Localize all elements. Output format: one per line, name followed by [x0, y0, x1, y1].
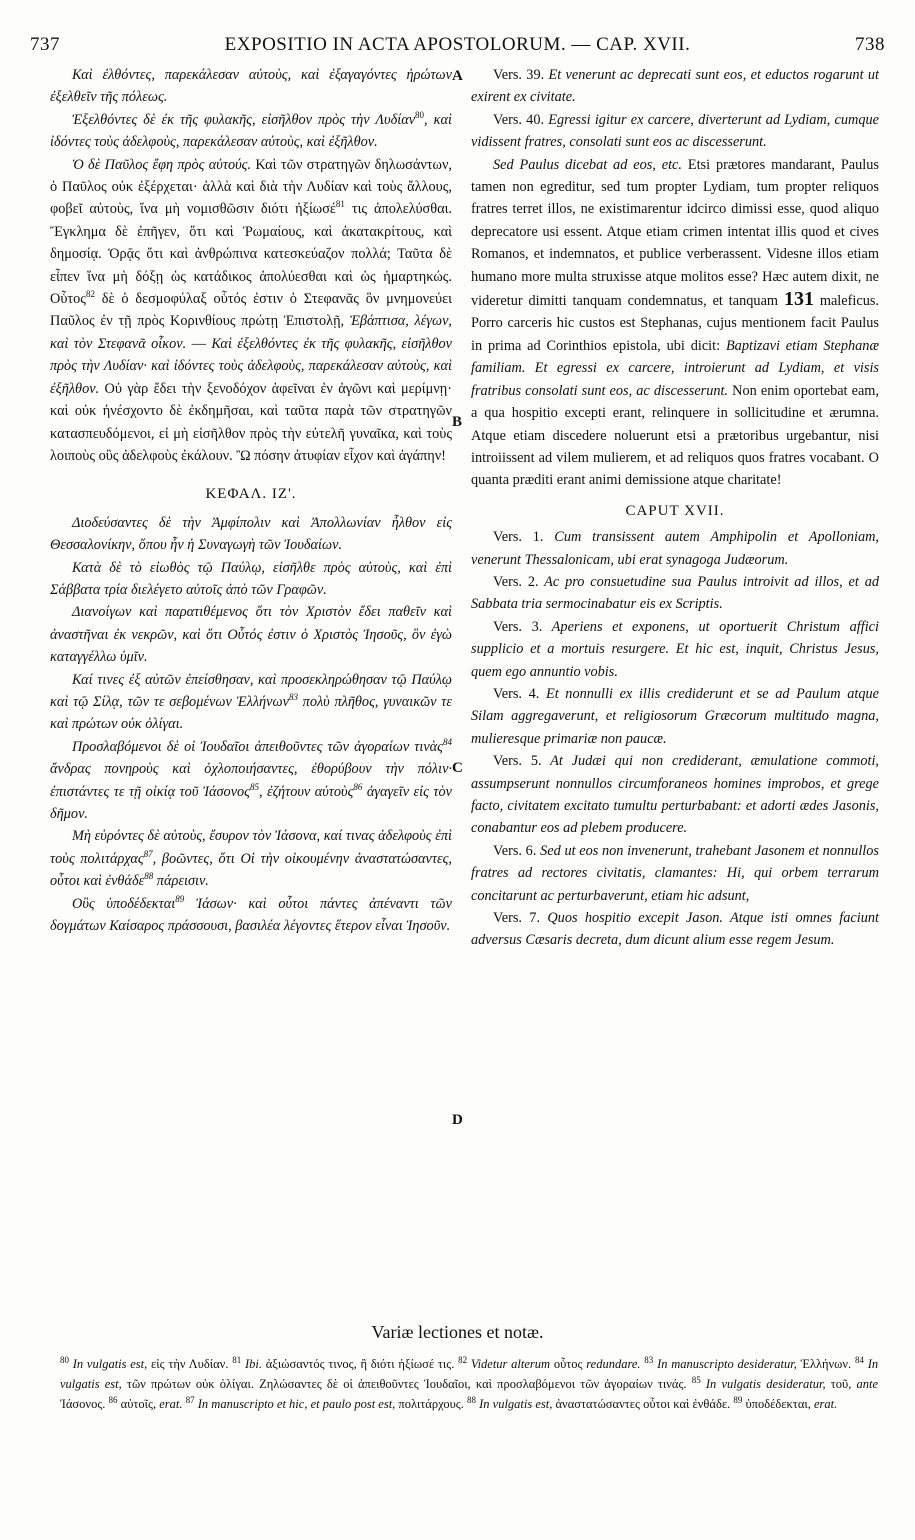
note-ref: 86 — [353, 781, 363, 792]
verse-label: Vers. 7. — [493, 910, 541, 927]
note-88: $^{88}$ In vulgatis est, ἀναστατώσαντες οὗτοι καὶ ἐνθάδε. — [466, 1394, 731, 1411]
greek-verse-40: Ἐξελθόντες δὲ ἐκ τῆς φυλακῆς, εἰσῆλθον πρὸς τὴν Λυδίαν$^{80}$, καὶ ἰδόντες τοὺς ἀδελφοὺς, παρεκάλεσαν αὐτοὺς, καὶ ἐξῆλθον. — [50, 110, 452, 151]
verse-label: Vers. 39. — [493, 67, 545, 83]
note-87: $^{87}$ In manuscripto et hic, et paulo post est, πολιτάρχους. — [185, 1394, 464, 1411]
latin-verse-1: Vers. 1. Cum transissent autem Amphipolin et Apolloniam, venerunt Thessalonicam, ubi erat synagoga Judæorum. — [471, 529, 880, 568]
margin-marker-a: A — [452, 68, 463, 84]
greek-commentary: Ὁ δὲ Παῦλος ἔφη πρὸς αὐτούς. Καὶ τῶν στρατηγῶν δηλωσάντων, ὁ Παῦλος οὐκ ἐξέρχεται· ἀλλὰ καὶ διὰ τὴν Λυδίαν καὶ τοὺς ἄλλους, φοβεῖ αὐτοὺς, ἵνα μὴ νομισθῶσιν διότι ἠξίωσέ$^{81}$ τις ἀπολελύσθαι. Ἔγκλημα δὲ ἐπῆγεν, ὅτι καὶ Ῥωμαίους, καὶ ἀκατακρίτους, καὶ δημοσίᾳ. Ὁρᾷς ὅτι καὶ ἀνθρώπινα κατεσκεύαζον πολλά; Ταῦτα δὲ εἶπεν ἵνα μὴ δόξῃ ὡς κατάδικος ἀπολύεσθαι καὶ ὡς ἡμαρτηκώς. Οὗτος$^{82}$ δὲ ὁ δεσμοφύλαξ οὗτός ἐστιν ὁ Στεφανᾶς ὃν μνημονεύει Παῦλος ἐν τῇ πρὸς Κορινθίους πρώτῃ Ἐπιστολῇ, Ἐβάπτισα, λέγων, καὶ τὸν Στεφανᾶ οἶκον. — Καὶ ἐξελθόντες ἐκ τῆς φυλακῆς, εἰσῆλθον πρὸς τὴν Λυδίαν· καὶ ἰδόντες τοὺς ἀδελφοὺς, παρεκάλεσαν αὐτοὺς, καὶ ἐξῆλθον. Οὐ γὰρ ἔδει τὴν ξενοδόχον ἀφεῖναι ἐν ἀγῶνι καὶ μερίμνῃ· καὶ οὐκ ἠνέσχοντο δὲ ἐκδημῆσαι, καὶ ταῦτα παρὰ τῶν στρατηγῶν κατασπευδόμενοι, εἰ μὴ εἰσῆλθον πρὸς τὴν εὐτελῆ γυναῖκα, καὶ τοὺς λοιποὺς οὓς ἀδελφοὺς ἐκάλουν. Ὢ πόσην ἀτυφίαν εἶχον καὶ ἀγάπην! — [50, 156, 452, 464]
latin-verse-3: Vers. 3. Aperiens et exponens, ut oportuerit Christum affici supplicio et a mortuis resurgere. Et hic est, inquit, Christus Jesus, quem ego annuntio vobis. — [471, 618, 879, 680]
greek-verse-2: Κατὰ δὲ τὸ εἰωθὸς τῷ Παύλῳ, εἰσῆλθε πρὸς αὐτοὺς, καὶ ἐπὶ Σάββατα τρία διελέγετο αὐτοῖς ἀπὸ τῶν Γραφῶν. — [50, 559, 452, 598]
page-number-left: 737 — [30, 34, 60, 55]
note-ref: 83 — [288, 692, 298, 703]
greek-verse-39: Καὶ ἐλθόντες, παρεκάλεσαν αὐτοὺς, καὶ ἐξαγαγόντες ἠρώτων ἐξελθεῖν τῆς πόλεως. — [50, 67, 452, 106]
latin-verse-39: Vers. 39. Et venerunt ac deprecati sunt eos, et eductos rogarunt ut exirent ex civitate. — [471, 67, 879, 106]
latin-verse-5: Vers. 5. At Judæi qui non crediderant, æmulatione commoti, assumpserunt nonnullos circumforaneos homines improbos, et grege facto, civitatem excitato tumultu perturbabant: et adorti ædes Jasonis, conabantur eos ad plebem producere. — [471, 753, 879, 837]
greek-verse-3: Διανοίγων καὶ παρατιθέμενος ὅτι τὸν Χριστὸν ἔδει παθεῖν καὶ ἀναστῆναι ἐκ νεκρῶν, καὶ ὅτι Οὗτός ἐστιν ὁ Χριστὸς Ἰησοῦς, ὃν ἐγὼ καταγγέλλω ὑμῖν. — [50, 604, 452, 666]
notes-heading: Variæ lectiones et notæ. — [371, 1322, 544, 1342]
latin-verse-2: Vers. 2. Ac pro consuetudine sua Paulus introivit ad illos, et ad Sabbata tria sermocinabatur eis ex Scriptis. — [471, 573, 880, 613]
note-ref: 81 — [335, 199, 345, 210]
latin-chapter-heading: CAPUT XVII. — [625, 502, 725, 519]
note-ref: 88 — [144, 871, 154, 882]
page-number-right: 738 — [855, 34, 885, 55]
verse-label: Vers. 1. — [493, 529, 544, 546]
note-83: $^{83}$ In manuscripto desideratur, Ἑλλήνων. — [644, 1354, 852, 1371]
greek-verse-6: Μὴ εὑρόντες δὲ αὐτοὺς, ἔσυρον τὸν Ἰάσονα, καί τινας ἀδελφοὺς ἐπὶ τοὺς πολιτάρχας$^{87}$, βοῶντες, ὅτι Οἱ τὴν οἰκουμένην ἀναστατώσαντες, οὗτοι καὶ ἐνθάδε$^{88}$ πάρεισιν. — [50, 828, 452, 890]
verse-label: Vers. 6. — [493, 842, 537, 859]
latin-verse-4: Vers. 4. Et nonnulli ex illis crediderunt et se ad Paulum atque Silam aggregaverunt, et religiosorum Græcorum multitudo magna, mulieresque primariæ non paucæ. — [471, 685, 880, 747]
note-ref: 89 — [175, 893, 185, 904]
verse-label: Vers. 4. — [493, 685, 540, 702]
margin-marker-c: C — [452, 760, 463, 776]
verse-label: Vers. 2. — [493, 573, 539, 590]
note-84: $^{84}$ In vulgatis est, τῶν πρώτων οὐκ ὀλίγαι. Ζηλώσαντες δὲ οἱ ἀπειθοῦντες Ἰουδαῖοι, καὶ προσλαβόμενοι τῶν ἀγοραίων τινάς. — [60, 1354, 879, 1391]
note-89: $^{89}$ ὑποδέδεκται, erat. — [733, 1394, 838, 1411]
greek-verse-7: Οὓς ὑποδέδεκται$^{89}$ Ἰάσων· καὶ οὗτοι πάντες ἀπέναντι τῶν δογμάτων Καίσαρος πράσσουσι, βασιλέα λέγοντες ἕτερον εἶναι Ἰησοῦν. — [50, 893, 452, 935]
greek-verse-5: Προσλαβόμενοι δὲ οἱ Ἰουδαῖοι ἀπειθοῦντες τῶν ἀγοραίων τινὰς$^{84}$ ἄνδρας πονηροὺς καὶ ὀχλοποιήσαντες, ἐθορύβουν τὴν πόλιν· ἐπιστάντες τε τῇ οἰκίᾳ τοῦ Ἰάσονος$^{85}$, ἐζήτουν αὐτοὺς$^{86}$ ἀγαγεῖν εἰς τὸν δῆμον. — [50, 737, 452, 822]
note-ref: 87 — [143, 849, 153, 860]
margin-marker-b: B — [452, 414, 463, 430]
greek-verse-1: Διοδεύσαντες δὲ τὴν Ἀμφίπολιν καὶ Ἀπολλωνίαν ἦλθον εἰς Θεσσαλονίκην, ὅπου ἦν ἡ Συναγωγὴ τῶν Ἰουδαίων. — [50, 514, 452, 554]
note-86: $^{86}$ αὐτοῖς, erat. — [108, 1394, 183, 1411]
latin-column — [471, 64, 879, 952]
verse-label: Vers. 5. — [493, 753, 542, 770]
latin-verse-40: Vers. 40. Egressi igitur ex carcere, diverterunt ad Lydiam, cumque vidissent fratres, consolati sunt eos ac discesserunt. — [471, 111, 879, 151]
note-82: $^{82}$ Videtur alterum οὗτος redundare. — [458, 1354, 641, 1371]
verse-label: Vers. 40. — [493, 111, 545, 128]
note-ref: 80 — [415, 110, 425, 121]
note-80: $^{80}$ In vulgatis est, εἰς τὴν Λυδίαν. — [60, 1354, 229, 1371]
column-number: 131 — [783, 288, 814, 311]
latin-commentary: Sed Paulus dicebat ad eos, etc. Etsi prætores mandarant, Paulus tamen non egreditur, sed tum propter Lydiam, tum propter reliquos fratres terret illos, ne existimarentur idcirco dimissi esse, quod aliquo deprecatore usi essent. Atque etiam crimen intentat illis quod et cives Romanos, et indemnatos, et publice verberassent. Videsne illos etiam humano more multa struxisse atque molitos esse? Hæc autem dixit, ne videretur dimitti tanquam condemnatus, et tanquam 131 maleficus. Porro carceris hic custos est Stephanas, cujus mentionem facit Paulus in prima ad Corinthios epistola, ubi dicit: Baptizavi etiam Stephanæ familiam. Et egressi ex carcere, introierunt ad Lydiam, et visis fratribus consolati sunt eos, ac discesserunt. Non enim oportebat eam, a qua hospitio excepti erant, relinquere in sollicitudine et ærumna. Atque etiam discedere noluerunt etsi a prætoribus urgebantur, nisi introiissent ad vilem mulierem, et ad reliquos quos fratres vocabant. O quanta præditi erant animi demissione atque charitate! — [471, 156, 879, 489]
greek-chapter-heading: ΚΕΦΑΛ. ΙΖ'. — [205, 486, 297, 503]
note-ref: 82 — [85, 289, 95, 300]
note-85: $^{85}$ In vulgatis desideratur, τοῦ, ante Ἰάσονος. — [60, 1374, 879, 1411]
note-81: $^{81}$ Ibi. ἀξιώσαντός τινος, ἢ διότι ἠξίωσέ τις. — [232, 1354, 455, 1371]
running-header — [30, 34, 885, 60]
variant-notes — [60, 1354, 878, 1414]
greek-verse-4: Καί τινες ἐξ αὐτῶν ἐπείσθησαν, καὶ προσεκληρώθησαν τῷ Παύλῳ καὶ τῷ Σίλᾳ, τῶν τε σεβομένων Ἑλλήνων$^{83}$ πολὺ πλῆθος, γυναικῶν τε καὶ πρώτων οὐκ ὀλίγαι. — [50, 671, 452, 733]
running-head-title: EXPOSITIO IN ACTA APOSTOLORUM. — CAP. XVII. — [224, 34, 691, 55]
verse-label: Vers. 3. — [493, 618, 543, 635]
greek-column — [50, 64, 452, 937]
margin-marker-d: D — [452, 1112, 463, 1128]
latin-verse-6: Vers. 6. Sed ut eos non invenerunt, trahebant Jasonem et nonnullos fratres ad rectores civitatis, clamantes: Hi, qui orbem terrarum concitarunt ac perturbaverunt, etiam hic adsunt, — [471, 842, 879, 904]
latin-verse-7: Vers. 7. Quos hospitio excepit Jason. Atque isti omnes faciunt adversus Cæsaris decreta, dum dicunt alium esse regem Jesum. — [471, 910, 879, 949]
note-ref: 84 — [443, 737, 452, 748]
note-ref: 85 — [250, 781, 259, 792]
